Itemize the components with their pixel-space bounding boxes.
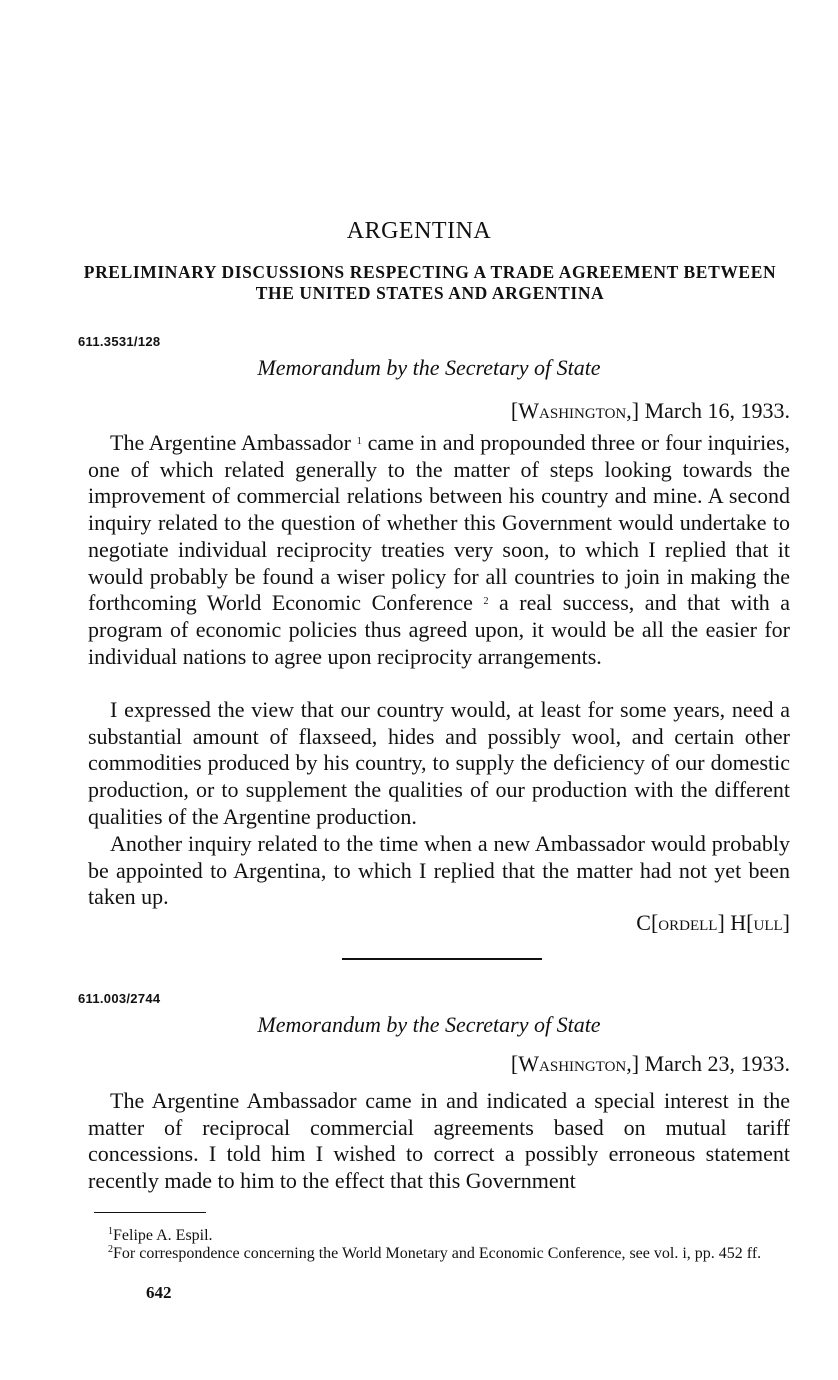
memo-title-1: Memorandum by the Secretary of State	[257, 355, 601, 380]
paragraph-4: The Argentine Ambassador came in and indicated a special interest in the matter of reciprocal commercial agreements based on mutual tariff concessions. I told him I wished to correct a possibly erroneous statement recently made to him to the effect that this Government	[88, 1088, 790, 1194]
paragraph-1	[88, 430, 790, 670]
file-number-2: 611.003/2744	[78, 991, 161, 1006]
signature-initial-h: H	[730, 910, 747, 935]
signature-rest-ull: ull	[753, 910, 783, 935]
file-number-1: 611.3531/128	[78, 334, 161, 349]
paragraph-2: I expressed the view that our country would, at least for some years, need a substantial amount of flaxseed, hides and possibly wool, and certain other commodities produced by his country, to supply the deficiency of our domestic production, or to supplement the qualities of our production with the different qualities of the Argentine production.	[88, 697, 790, 829]
footnote-1-text: Felipe A. Espil.	[113, 1227, 213, 1244]
paragraph-1-lead: The Argentine Ambassador	[110, 430, 351, 455]
dateline-place-1: Washington,	[518, 398, 632, 423]
footnote-ref-2: 2	[483, 596, 489, 608]
memo-title-2: Memorandum by the Secretary of State	[257, 1012, 601, 1037]
footnote-2	[94, 1244, 790, 1263]
page-title: ARGENTINA	[346, 218, 492, 244]
dateline-date-2: March 23, 1933.	[644, 1051, 790, 1076]
footnote-1-mark: 1	[108, 1226, 113, 1237]
footnote-2-mark: 2	[108, 1244, 113, 1255]
section-divider	[342, 958, 542, 960]
dateline-2: [Washington,] March 23, 1933.	[510, 1051, 790, 1076]
footnote-2-text: For correspondence concerning the World Monetary and Economic Conference, see vol. i, pp. 452 ff.	[113, 1245, 762, 1262]
footnote-1	[94, 1226, 790, 1245]
paragraph-1-end: a real success, and that with a program of economic policies thus agreed upon, it would be all the easier for individual nations to agree upon reciprocity arrangements.	[88, 590, 791, 669]
signature-initial-c: C	[636, 910, 651, 935]
dateline-date-1: March 16, 1933.	[644, 398, 790, 423]
dateline-1: [Washington,] March 16, 1933.	[510, 398, 790, 423]
signature-1: C[ordell] H[ull]	[636, 910, 790, 935]
paragraph-3: Another inquiry related to the time when a new Ambassador would probably be appointed to Argentina, to which I replied that the matter had not yet been taken up.	[88, 831, 790, 910]
dateline-place-2: Washington,	[518, 1051, 632, 1076]
paragraph-1-body: came in and propounded three or four inquiries, one of which related generally to the matter of steps looking towards the improvement of commercial relations between his country and mine. A second inquiry related to the question of whether this Government would undertake to negotiate individual reciprocity treaties very soon, to which I replied that it would probably be found a wiser policy for all countries to join in making the forthcoming World Economic Conference	[88, 430, 791, 616]
section-subtitle: PRELIMINARY DISCUSSIONS RESPECTING A TRADE AGREEMENT BETWEEN THE UNITED STATES AND ARGENTINA	[83, 262, 777, 303]
footnote-ref-1: 1	[356, 436, 362, 447]
page-number: 642	[146, 1283, 172, 1302]
footnote-rule	[94, 1212, 206, 1213]
signature-rest-ordell: ordell	[658, 910, 718, 935]
